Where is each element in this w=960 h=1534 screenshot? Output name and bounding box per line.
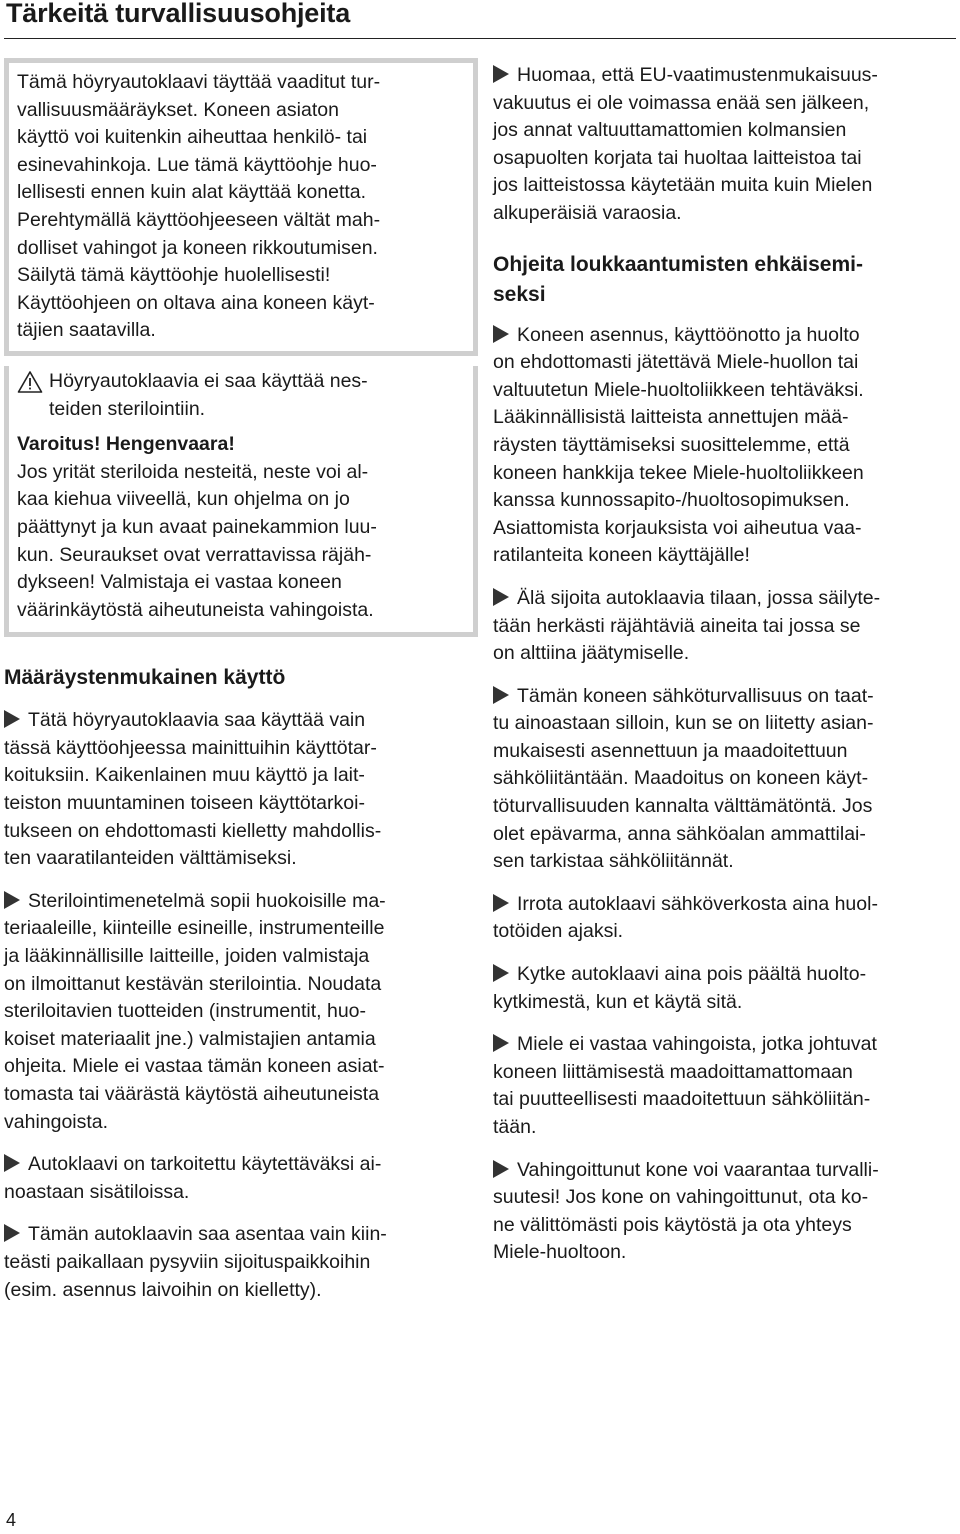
text-line: tu ainoastaan silloin, kun se on liitetty asian- — [493, 712, 874, 735]
left-column — [4, 58, 470, 1319]
intro-line: dolliset vahingot ja koneen rikkoutumisen. — [17, 236, 378, 259]
eu-conformity-note — [493, 62, 953, 228]
text-line: tai puutteellisesti maadoitettuun sähköliitän- — [493, 1088, 871, 1111]
text-line: on alttiina jäätymiselle. — [493, 642, 690, 665]
list-item — [493, 891, 953, 946]
warning-body-line: Jos yrität steriloida nesteitä, neste voi al- — [17, 460, 369, 483]
text-line: koneen hankkija tekee Miele-huoltoliikkeen — [493, 461, 864, 484]
text-line: teästi paikallaan pysyviin sijoituspaikkoihin — [4, 1250, 371, 1273]
text-line: kanssa kunnossapito-/huoltosopimuksen. — [493, 489, 850, 512]
section-heading-injury-prevention — [493, 250, 953, 310]
text-line: noastaan sisätiloissa. — [4, 1180, 190, 1203]
text-line: on ehdottomasti jätettävä Miele-huollon tai — [493, 351, 859, 374]
text-line: Miele ei vastaa vahingoista, jotka johtuvat — [493, 1031, 953, 1059]
text-line: Vahingoittunut kone voi vaarantaa turvalli- — [493, 1157, 953, 1185]
intro-box — [4, 58, 478, 356]
text-line: ne välittömästi pois käytöstä ja ota yhteys — [493, 1213, 852, 1236]
text-line: Autoklaavi on tarkoitettu käytettäväksi ai- — [4, 1151, 470, 1179]
warning-body-line: dykseen! Valmistaja ei vastaa koneen — [17, 571, 342, 594]
text-line: sähköliitäntään. Maadoitus on koneen käyt- — [493, 767, 869, 790]
list-item — [4, 1151, 470, 1206]
text-line: osapuolten korjata tai huoltaa laitteistoa tai — [493, 146, 862, 169]
text-line: tään herkästi räjähtäviä aineita tai jossa se — [493, 614, 861, 637]
text-line: totöiden ajaksi. — [493, 920, 624, 943]
injury-prevention-list — [493, 322, 953, 1267]
warning-lead-text — [49, 368, 368, 423]
intro-line: lellisesti ennen kuin alat käyttää konetta. — [17, 181, 367, 204]
text-line: töturvallisuuden kannalta välttämätöntä. Jos — [493, 795, 873, 818]
triangle-bullet-icon — [493, 1160, 509, 1178]
text-line: Asiattomista korjauksista voi aiheutua vaa- — [493, 516, 862, 539]
warning-triangle-icon — [17, 370, 43, 394]
page-title: Tärkeitä turvallisuusohjeita — [6, 0, 351, 28]
text-line: ten vaaratilanteiden välttämiseksi. — [4, 847, 297, 870]
text-line: tään. — [493, 1116, 537, 1138]
intro-line: käyttö voi kuitenkin aiheuttaa henkilö- tai — [17, 126, 368, 149]
text-line: koituksiin. Kaikenlainen muu käyttö ja lait- — [4, 764, 365, 787]
list-item — [493, 322, 953, 570]
title-divider — [4, 38, 956, 39]
text-line: tässä käyttöohjeessa mainittuihin käyttötar- — [4, 736, 377, 759]
text-line: Lääkinnällisistä laitteista annettujen mää- — [493, 406, 849, 429]
triangle-bullet-icon — [4, 710, 20, 728]
triangle-bullet-icon — [493, 65, 509, 83]
text-line: Tämän koneen sähköturvallisuus on taat- — [493, 683, 953, 711]
intro-line: Perehtymällä käyttöohjeeseen vältät mah- — [17, 208, 381, 231]
text-line: ohjeita. Miele ei vastaa tämän koneen asiat- — [4, 1055, 385, 1078]
list-item — [493, 683, 953, 876]
warning-body-line: päättynyt ja kun avaat painekammion luu- — [17, 515, 377, 538]
text-line: jos annat valtuuttamattomien kolmansien — [493, 119, 847, 142]
text-line: sen tarkistaa sähköliitännät. — [493, 850, 734, 873]
text-line: Huomaa, että EU-vaatimustenmukaisuus- — [493, 62, 953, 90]
warning-box — [4, 366, 478, 637]
text-line: Tämän autoklaavin saa asentaa vain kiin- — [4, 1221, 470, 1249]
intro-line: Käyttöohjeen on oltava aina koneen käyt- — [17, 291, 375, 314]
triangle-bullet-icon — [493, 894, 509, 912]
triangle-bullet-icon — [493, 964, 509, 982]
text-line: suutesi! Jos kone on vahingoittunut, ota ko- — [493, 1186, 869, 1209]
text-line: on ilmoittanut kestävän sterilointia. Noudata — [4, 972, 382, 995]
warning-body-line: väärinkäytöstä aiheutuneista vahingoista. — [17, 598, 374, 621]
list-item — [493, 1157, 953, 1267]
text-line: jos laitteistossa käytetään muita kuin Mielen — [493, 174, 873, 197]
text-line: räysten täyttämiseksi suosittelemme, että — [493, 433, 850, 456]
intended-use-list — [4, 707, 470, 1304]
section-heading-intended-use: Määräystenmukainen käyttö — [4, 666, 286, 690]
list-item — [4, 1221, 470, 1304]
heading-line: seksi — [493, 282, 546, 306]
text-line: Irrota autoklaavi sähköverkosta aina huol- — [493, 891, 953, 919]
list-item — [4, 707, 470, 873]
triangle-bullet-icon — [493, 588, 509, 606]
triangle-bullet-icon — [493, 686, 509, 704]
warning-heading: Varoitus! Hengenvaara! — [17, 433, 235, 456]
text-line: olet epävarma, anna sähköalan ammattilai- — [493, 822, 866, 845]
text-line: tukseen on ehdottomasti kielletty mahdollis- — [4, 819, 382, 842]
page-number: 4 — [6, 1510, 17, 1530]
text-line: Tätä höyryautoklaavia saa käyttää vain — [4, 707, 470, 735]
text-line: mukaisesti asennettuun ja maadoitettuun — [493, 739, 848, 762]
text-line: Koneen asennus, käyttöönotto ja huolto — [493, 322, 953, 350]
warning-lead-line: teiden sterilointiin. — [49, 397, 206, 420]
text-line: steriloitavien tuotteiden (instrumentit, huo- — [4, 1000, 367, 1023]
intro-line: täjien saatavilla. — [17, 319, 156, 342]
triangle-bullet-icon — [4, 1154, 20, 1172]
text-line: vahingoista. — [4, 1110, 109, 1133]
warning-body-line: kun. Seuraukset ovat verrattavissa räjäh- — [17, 543, 372, 566]
text-line: valtuutetun Miele-huoltoliikkeen tehtäväksi. — [493, 378, 864, 401]
text-line: ratilanteita koneen käyttäjälle! — [493, 544, 750, 567]
heading-line: Ohjeita loukkaantumisten ehkäisemi- — [493, 252, 863, 276]
triangle-bullet-icon — [4, 891, 20, 909]
text-line: Miele-huoltoon. — [493, 1241, 627, 1264]
list-item — [493, 585, 953, 668]
right-column — [493, 62, 953, 1282]
text-line: teriaaleille, kiinteille esineille, instrumenteille — [4, 917, 385, 940]
warning-body-line: kaa kiehua viiveellä, kun ohjelma on jo — [17, 488, 350, 511]
text-line: Kytke autoklaavi aina pois päältä huolto- — [493, 961, 953, 989]
triangle-bullet-icon — [493, 325, 509, 343]
warning-lead-line: Höyryautoklaavia ei saa käyttää nes- — [49, 369, 368, 392]
text-line: vakuutus ei ole voimassa enää sen jälkeen, — [493, 91, 870, 114]
text-line: (esim. asennus laivoihin on kielletty). — [4, 1278, 322, 1301]
text-line: ja lääkinnällisille laitteille, joiden valmistaja — [4, 945, 370, 968]
text-line: kytkimestä, kun et käytä sitä. — [493, 990, 743, 1013]
warning-lead — [17, 368, 465, 423]
text-line: alkuperäisiä varaosia. — [493, 201, 682, 224]
triangle-bullet-icon — [4, 1224, 20, 1242]
intro-line: esinevahinkoja. Lue tämä käyttöohje huo- — [17, 153, 377, 176]
warning-body — [17, 459, 465, 625]
intro-line: vallisuusmääräykset. Koneen asiaton — [17, 98, 339, 121]
list-item — [493, 1031, 953, 1141]
intro-line: Tämä höyryautoklaavi täyttää vaaditut tur- — [17, 71, 381, 93]
triangle-bullet-icon — [493, 1034, 509, 1052]
list-item — [4, 888, 470, 1136]
text-line: Sterilointimenetelmä sopii huokoisille ma- — [4, 888, 470, 916]
text-line: Älä sijoita autoklaavia tilaan, jossa säilyte- — [493, 585, 953, 613]
text-line: koneen liittämisestä maadoittamattomaan — [493, 1060, 853, 1083]
text-line: tomasta tai väärästä käytöstä aiheutuneista — [4, 1083, 380, 1105]
list-item — [493, 62, 953, 228]
list-item — [493, 961, 953, 1016]
intro-line: Säilytä tämä käyttöohje huolellisesti! — [17, 264, 331, 287]
text-line: teiston muuntaminen toiseen käyttötarkoi- — [4, 792, 365, 815]
text-line: koiset materiaalit jne.) valmistajien antamia — [4, 1027, 376, 1050]
